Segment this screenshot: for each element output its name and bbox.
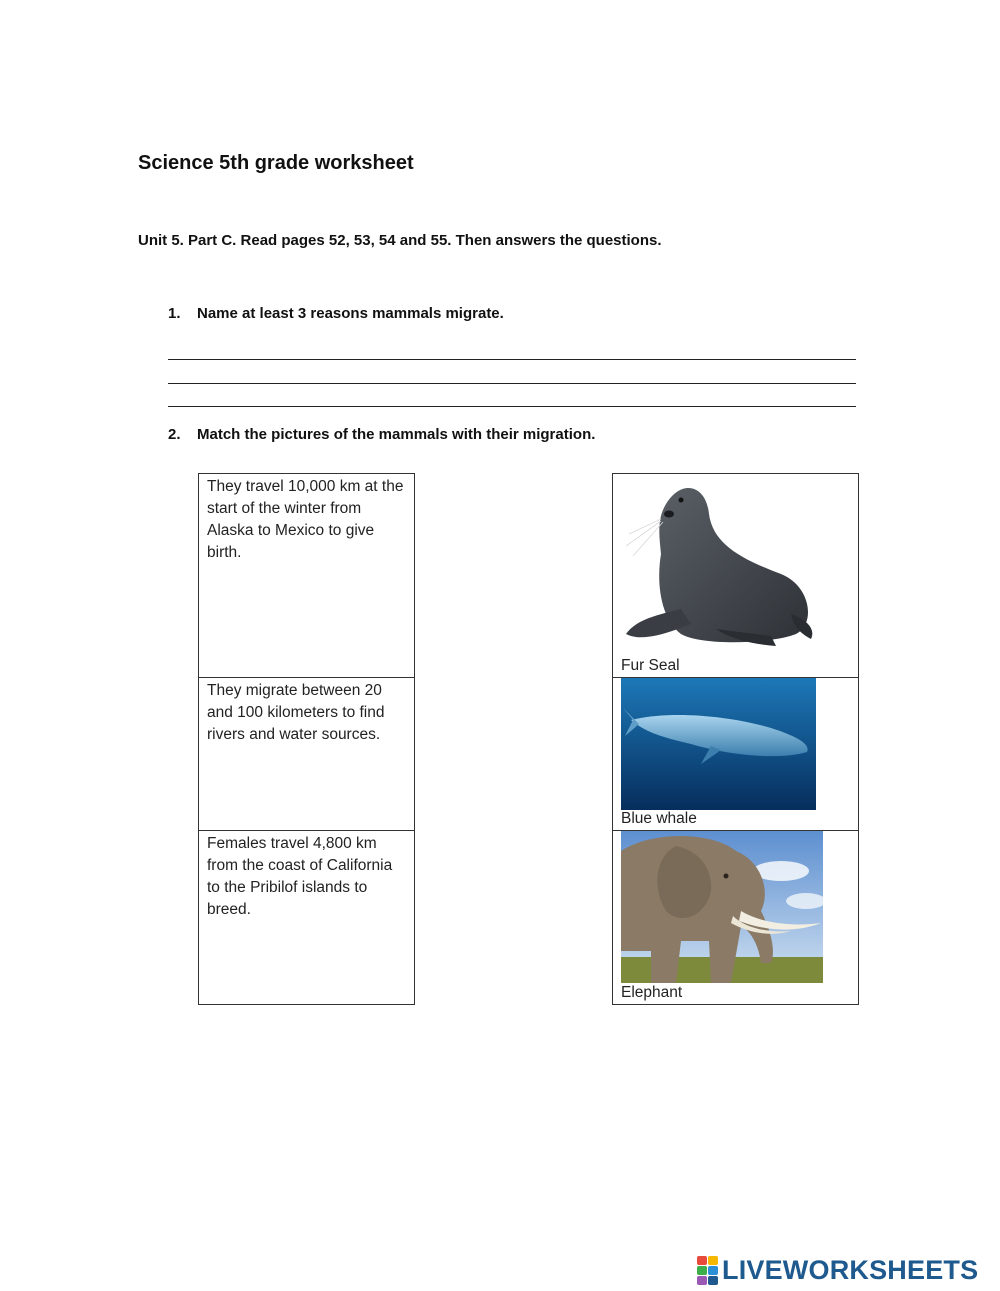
question-number: 1. (168, 305, 181, 322)
migration-description-box[interactable]: They migrate between 20 and 100 kilometers to find rivers and water sources. (198, 677, 415, 831)
fur-seal-image (621, 474, 821, 654)
brand-logo (697, 1253, 978, 1287)
mammal-picture-box[interactable] (612, 677, 859, 831)
elephant-image (621, 831, 823, 983)
answer-line-1[interactable] (168, 359, 856, 360)
liveworksheets-logo-icon (697, 1256, 719, 1284)
mammal-label: Fur Seal (621, 657, 680, 674)
brand-name: LIVEWORKSHEETS (722, 1254, 979, 1285)
mammal-picture-box[interactable] (612, 830, 859, 1005)
mammal-label: Elephant (621, 984, 683, 1001)
answer-line-3[interactable] (168, 406, 856, 407)
question-number: 2. (168, 426, 181, 443)
instructions: Unit 5. Part C. Read pages 52, 53, 54 and 55. Then answers the questions. (138, 232, 662, 249)
migration-description-box[interactable]: They travel 10,000 km at the start of the winter from Alaska to Mexico to give birth. (198, 473, 415, 678)
mammal-label: Blue whale (621, 810, 697, 827)
mammal-picture-box[interactable] (612, 473, 859, 678)
page-title: Science 5th grade worksheet (138, 152, 414, 174)
question-1 (168, 305, 504, 322)
question-text: Match the pictures of the mammals with their migration. (197, 426, 596, 443)
question-text: Name at least 3 reasons mammals migrate. (197, 305, 504, 322)
question-2 (168, 426, 595, 443)
answer-line-2[interactable] (168, 383, 856, 384)
migration-description-box[interactable]: Females travel 4,800 km from the coast of California to the Pribilof islands to breed. (198, 830, 415, 1005)
blue-whale-image (621, 678, 816, 810)
